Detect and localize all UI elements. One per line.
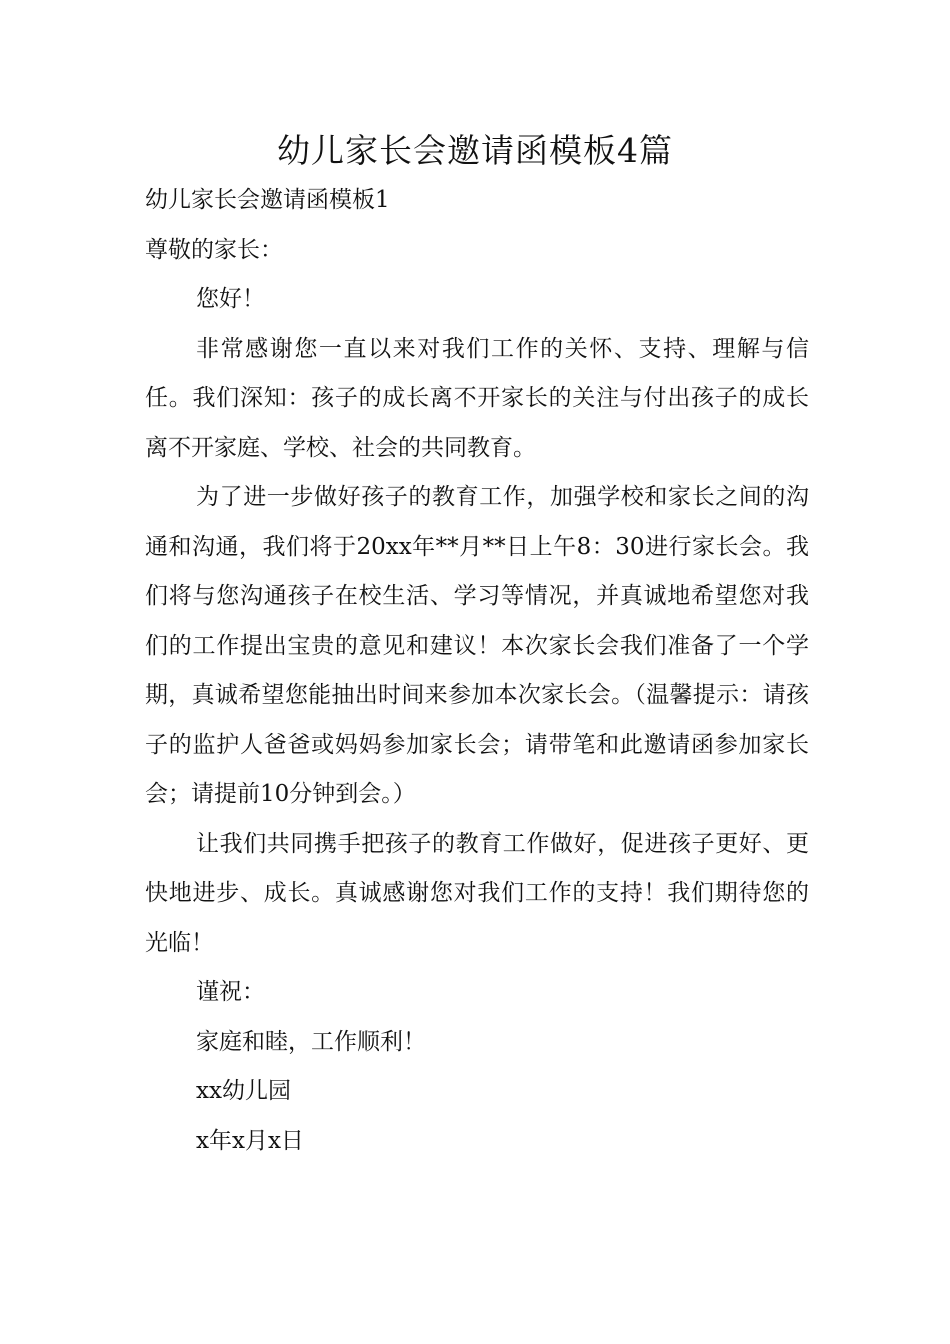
signature: xx幼儿园 xyxy=(196,1078,291,1104)
paragraph-meeting-details: 为了进一步做好孩子的教育工作，加强学校和家长之间的沟通和沟通，我们将于20xx年**月**日上午8：30进行家长会。我们将与您沟通孩子在校生活、学习等情况，并真诚地希望您对我们的工作提出宝贵的意见和建议！本次家长会我们准备了一个学期，真诚希望您能抽出时间来参加本次家长会。（温馨提示：请孩子的监护人爸爸或妈妈参加家长会；请带笔和此邀请函参加家长会；请提前10分钟到会。） xyxy=(145,484,809,807)
wishes: 家庭和睦，工作顺利！ xyxy=(196,1028,426,1055)
greeting: 您好！ xyxy=(196,286,265,312)
paragraph-thanks: 非常感谢您一直以来对我们工作的关怀、支持、理解与信任。我们深知：孩子的成长离不开家长的关注与付出孩子的成长离不开家庭、学校、社会的共同教育。 xyxy=(145,335,809,461)
closing: 谨祝： xyxy=(196,979,265,1005)
document-title: 幼儿家长会邀请函模板4篇 xyxy=(277,131,673,170)
document-body xyxy=(145,176,809,1166)
date: x年x月x日 xyxy=(196,1127,304,1154)
salutation: 尊敬的家长： xyxy=(145,236,283,263)
paragraph-invitation: 让我们共同携手把孩子的教育工作做好，促进孩子更好、更快地进步、成长。真诚感谢您对我们工作的支持！我们期待您的光临！ xyxy=(145,830,809,956)
section-heading: 幼儿家长会邀请函模板1 xyxy=(145,187,390,213)
